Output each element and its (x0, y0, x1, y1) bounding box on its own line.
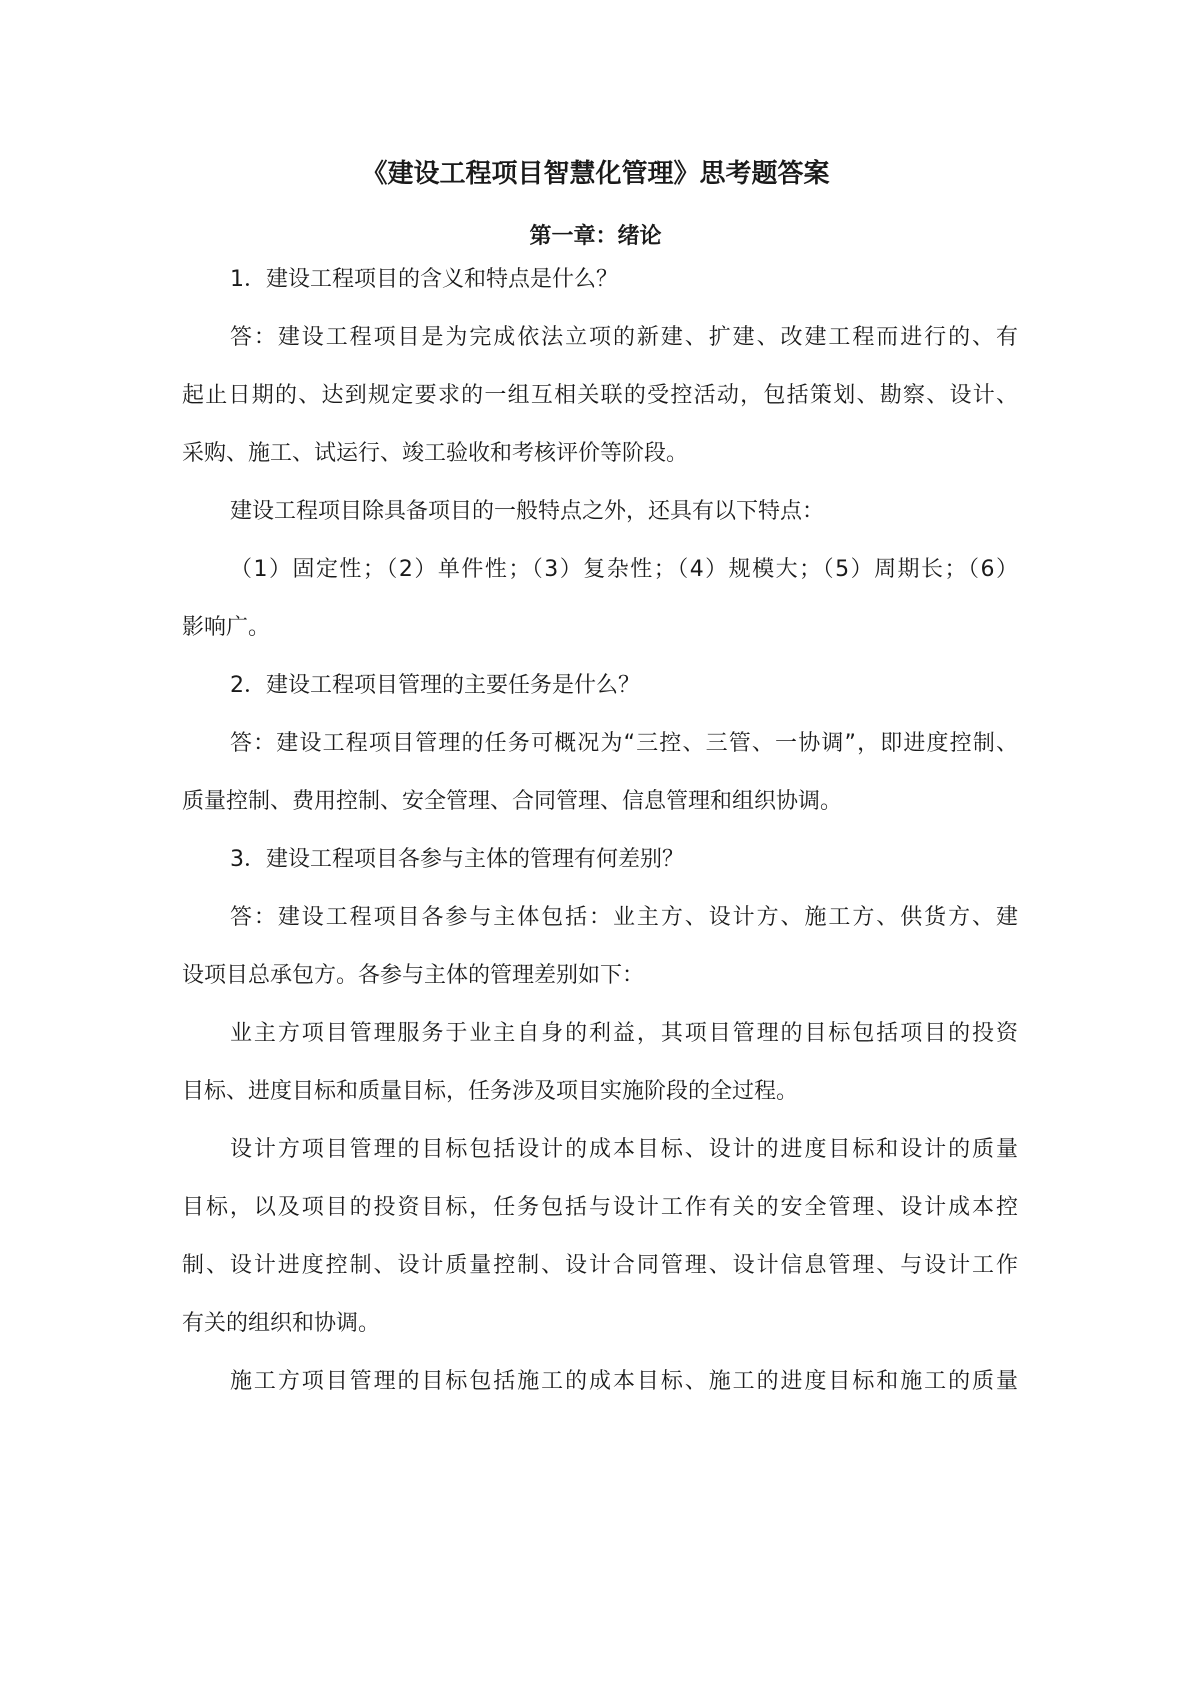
owner-paragraph-line-1: 业主方项目管理服务于业主自身的利益，其项目管理的目标包括项目的投资 (230, 1021, 1018, 1046)
answer-3-line-2: 设项目总承包方。各参与主体的管理差别如下： (182, 963, 645, 988)
question-2: 2．建设工程项目管理的主要任务是什么？ (230, 673, 640, 698)
answer-1-line-1: 答：建设工程项目是为完成依法立项的新建、扩建、改建工程而进行的、有 (230, 325, 1018, 350)
designer-paragraph-line-1: 设计方项目管理的目标包括设计的成本目标、设计的进度目标和设计的质量 (230, 1137, 1018, 1162)
features-list-line-1: （1）固定性；（2）单件性；（3）复杂性；（4）规模大；（5）周期长；（6） (230, 557, 1018, 582)
contractor-paragraph-line-1: 施工方项目管理的目标包括施工的成本目标、施工的进度目标和施工的质量 (230, 1369, 1018, 1394)
features-list-line-2: 影响广。 (182, 615, 271, 640)
answer-1-line-3: 采购、施工、试运行、竣工验收和考核评价等阶段。 (182, 441, 689, 466)
answer-2-line-1: 答：建设工程项目管理的任务可概况为“三控、三管、一协调”，即进度控制、 (230, 731, 1018, 756)
owner-paragraph-line-2: 目标、进度目标和质量目标，任务涉及项目实施阶段的全过程。 (182, 1079, 799, 1104)
answer-1-line-2: 起止日期的、达到规定要求的一组互相关联的受控活动，包括策划、勘察、设计、 (182, 383, 1018, 408)
question-1: 1．建设工程项目的含义和特点是什么？ (230, 267, 618, 292)
answer-2-line-2: 质量控制、费用控制、安全管理、合同管理、信息管理和组织协调。 (182, 789, 843, 814)
question-3: 3．建设工程项目各参与主体的管理有何差别？ (230, 847, 684, 872)
designer-paragraph-line-4: 有关的组织和协调。 (182, 1311, 381, 1336)
chapter-heading: 第一章：绪论 (529, 224, 662, 249)
features-intro: 建设工程项目除具备项目的一般特点之外，还具有以下特点： (230, 499, 825, 524)
answer-3-line-1: 答：建设工程项目各参与主体包括：业主方、设计方、施工方、供货方、建 (230, 905, 1018, 930)
document-title: 《建设工程项目智慧化管理》思考题答案 (361, 159, 830, 189)
designer-paragraph-line-2: 目标，以及项目的投资目标，任务包括与设计工作有关的安全管理、设计成本控 (182, 1195, 1018, 1220)
designer-paragraph-line-3: 制、设计进度控制、设计质量控制、设计合同管理、设计信息管理、与设计工作 (182, 1253, 1018, 1278)
